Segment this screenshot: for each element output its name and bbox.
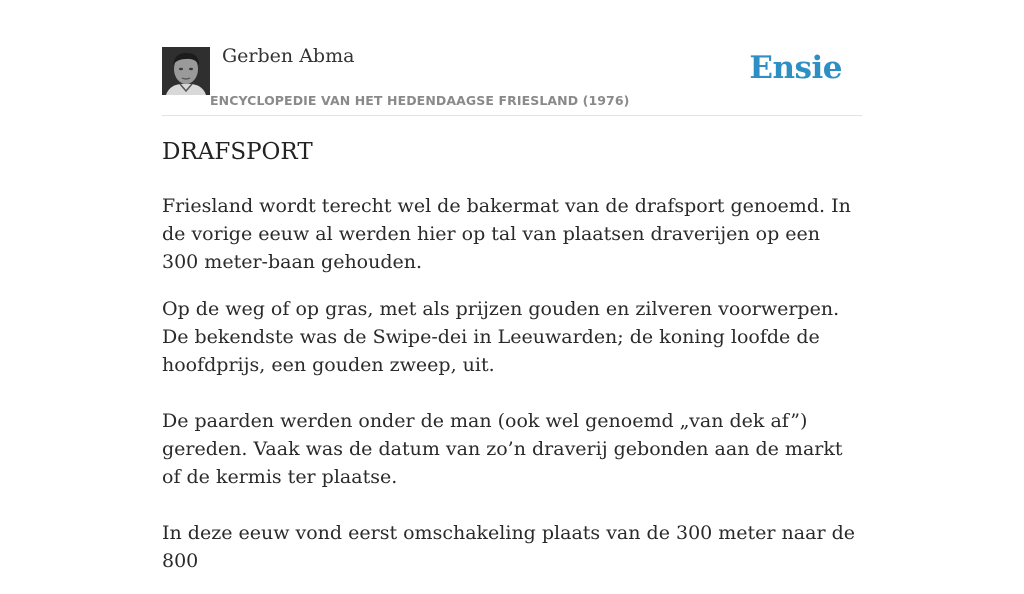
ensie-logo-link[interactable]: Ensie	[749, 50, 842, 86]
article-paragraph: De paarden werden onder de man (ook wel genoemd „van dek af”) gereden. Vaak was de datum van zo’n draverij gebonden aan de markt of de kermis ter plaatse.	[162, 410, 843, 488]
author-name[interactable]: Gerben Abma	[222, 45, 355, 67]
source-label[interactable]: ENCYCLOPEDIE VAN HET HEDENDAAGSE FRIESLAND (1976)	[210, 93, 630, 108]
author-portrait-icon	[162, 47, 210, 95]
article-paragraph: Op de weg of op gras, met als prijzen gouden en zilveren voorwerpen. De bekendste was de Swipe-dei in Leeuwarden; de koning loofde de hoofdprijs, een gouden zweep, uit.	[162, 298, 840, 376]
article-title: DRAFSPORT	[162, 139, 313, 165]
article-body	[162, 192, 862, 594]
article-header	[162, 0, 862, 116]
article-paragraph: In deze eeuw vond eerst omschakeling plaats van de 300 meter naar de 800	[162, 522, 855, 572]
article-container	[162, 0, 862, 572]
author-avatar[interactable]	[162, 47, 210, 95]
article-paragraph: Friesland wordt terecht wel de bakermat van de drafsport genoemd. In de vorige eeuw al werden hier op tal van plaatsen draverijen op een 300 meter-baan gehouden.	[162, 195, 851, 273]
